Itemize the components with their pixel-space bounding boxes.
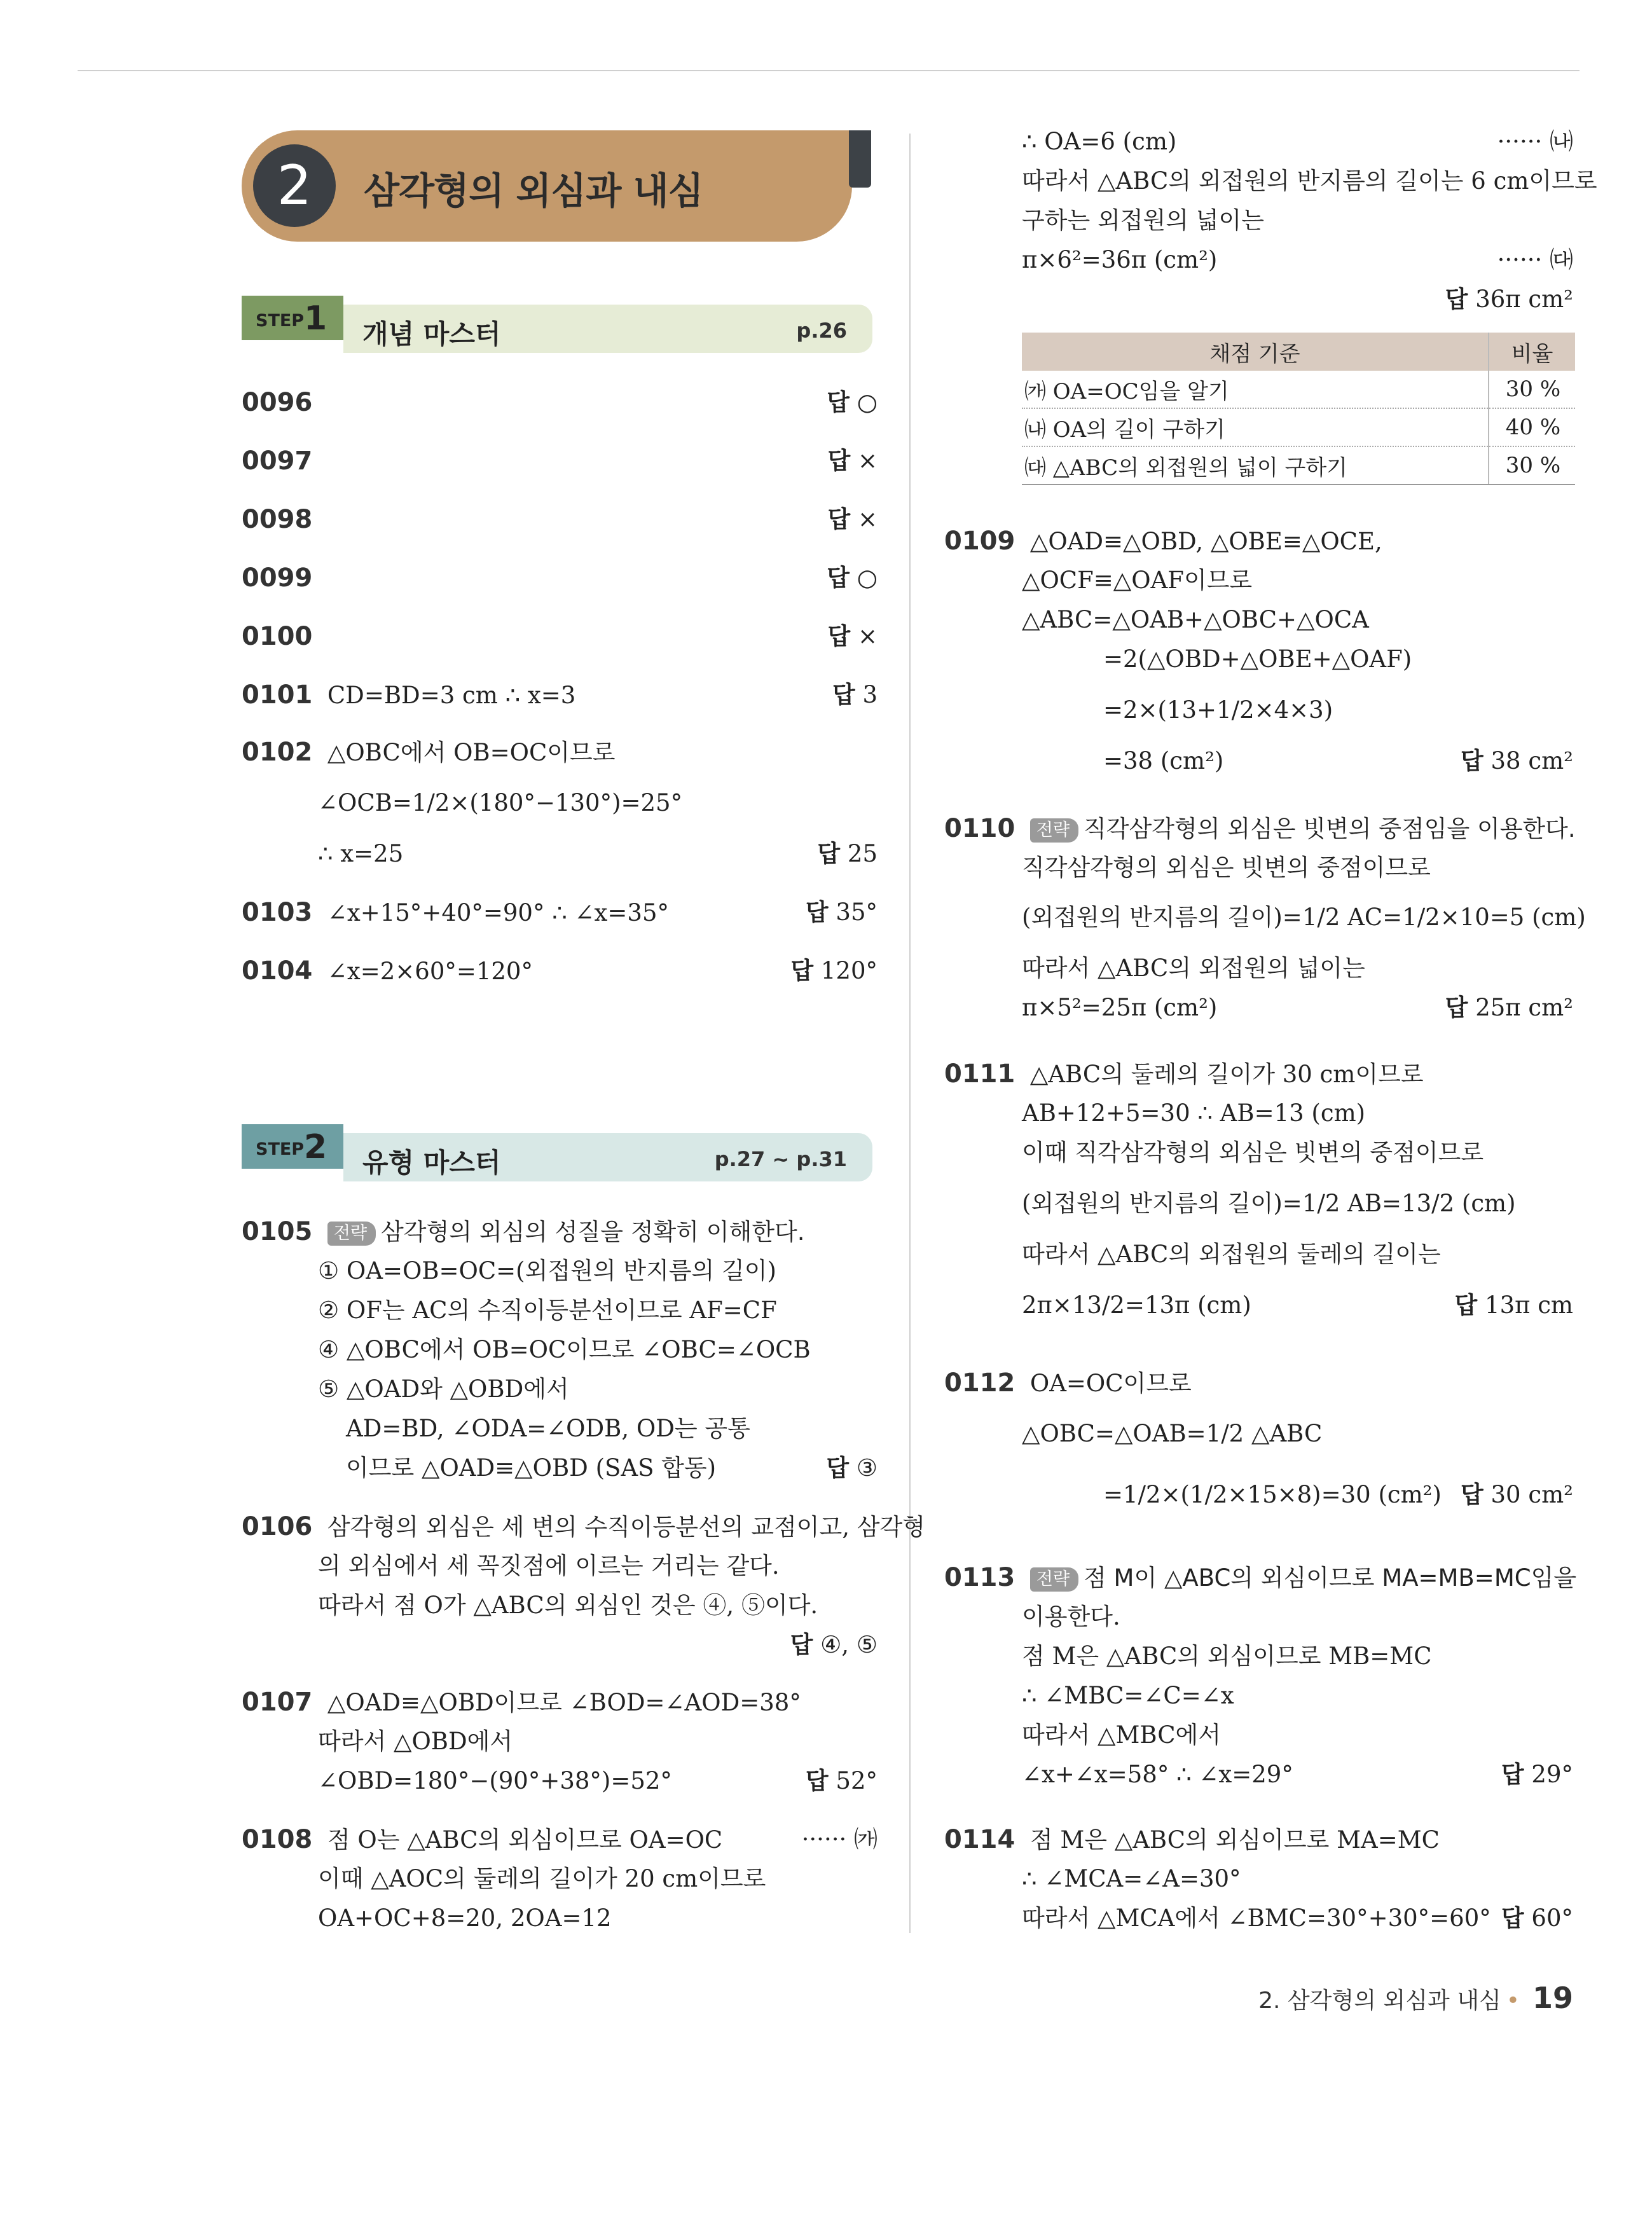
line-0102-2: ∠OCB=1/2×(180°−130°)=25° (318, 789, 683, 816)
column-divider (909, 134, 911, 1933)
line-0114-3: 따라서 △MCA에서 ∠BMC=30°+30°=60° (1022, 1904, 1491, 1932)
answer-0112: 답 30 cm² (1461, 1481, 1573, 1508)
table-cell: 30 % (1489, 446, 1575, 485)
table-cell: 40 % (1489, 408, 1575, 446)
table-cell: ㈎ OA=OC임을 알기 (1022, 371, 1489, 408)
page-number: 19 (1532, 1981, 1573, 2015)
line-0109-5: =2×(13+1/2×4×3) (1103, 696, 1333, 724)
line-0109-4: =2(△OBD+△OBE+△OAF) (1103, 645, 1412, 673)
table-cell: ㈏ OA의 길이 구하기 (1022, 408, 1489, 446)
page-footer (1258, 1981, 1573, 2015)
line-0109-2: △OCF≡△OAF이므로 (1022, 567, 1253, 594)
answer-0103: 답 35° (805, 898, 878, 926)
line-0105-1: ① OA=OB=OC=(외접원의 반지름의 길이) (318, 1257, 776, 1284)
answer-0109: 답 38 cm² (1461, 747, 1573, 774)
line-0107-3: ∠OBD=180°−(90°+38°)=52° (318, 1767, 672, 1794)
strategy-tag: 전략 (1030, 1567, 1078, 1592)
line-0108-6: 구하는 외접원의 넓이는 (1022, 207, 1264, 234)
answer-0107: 답 52° (805, 1767, 878, 1794)
line-0106-2: 의 외심에서 세 꼭짓점에 이르는 거리는 같다. (318, 1552, 780, 1580)
answer-0097: 답 × (827, 447, 878, 474)
line-0113-1: 이용한다. (1022, 1603, 1120, 1630)
line-0102-3: ∴ x=25 (318, 840, 404, 867)
problem-0097: 0097 (242, 446, 313, 476)
answer-0108: 답 36π cm² (1445, 286, 1573, 313)
line-0108-4: ∴ OA=6 (cm) (1022, 128, 1177, 155)
line-0110-4: π×5²=25π (cm²) (1022, 994, 1218, 1021)
answer-0113: 답 29° (1501, 1761, 1573, 1788)
footer-chapter: 2. 삼각형의 외심과 내심 (1258, 1988, 1501, 2014)
line-0111-6: 2π×13/2=13π (cm) (1022, 1291, 1251, 1319)
step1-bar (343, 305, 872, 353)
table-header-criteria: 채점 기준 (1022, 333, 1489, 371)
line-0110-2: (외접원의 반지름의 길이)=1/2 AC=1/2×10=5 (cm) (1022, 904, 1586, 931)
line-0112-3: =1/2×(1/2×15×8)=30 (cm²) (1103, 1481, 1442, 1508)
step2-bar (343, 1133, 872, 1181)
problem-0101: 0101 CD=BD=3 cm ∴ x=3 (242, 680, 576, 710)
line-0114-2: ∴ ∠MCA=∠A=30° (1022, 1865, 1241, 1892)
answer-0099: 답 ○ (827, 564, 878, 591)
step2-header (242, 1124, 872, 1181)
line-0113-4: 따라서 △MBC에서 (1022, 1721, 1221, 1749)
chapter-banner (242, 130, 878, 242)
chapter-number: 2 (253, 144, 336, 227)
answer-0111: 답 13π cm (1454, 1291, 1573, 1319)
problem-0098: 0098 (242, 505, 313, 534)
mark-0108-c: ······ ㈐ (1497, 246, 1573, 273)
answer-0114: 답 60° (1501, 1904, 1573, 1932)
line-0105-3: ④ △OBC에서 OB=OC이므로 ∠OBC=∠OCB (318, 1336, 811, 1363)
step1-title: 개념 마스터 (362, 319, 501, 350)
answer-0101: 답 3 (832, 681, 878, 708)
step2-number: 2 (304, 1128, 327, 1166)
step1-number: 1 (304, 299, 327, 338)
step2-title: 유형 마스터 (362, 1147, 501, 1178)
table-cell: 30 % (1489, 371, 1575, 408)
problem-0099: 0099 (242, 563, 313, 593)
strategy-tag: 전략 (327, 1222, 376, 1246)
line-0108-3: OA+OC+8=20, 2OA=12 (318, 1904, 612, 1932)
problem-0114: 0114 점 M은 △ABC의 외심이므로 MA=MC (944, 1825, 1440, 1854)
step2-page: p.27 ~ p.31 (714, 1147, 847, 1171)
problem-0106: 0106 삼각형의 외심은 세 변의 수직이등분선의 교점이고, 삼각형 (242, 1512, 925, 1541)
problem-0102: 0102 △OBC에서 OB=OC이므로 (242, 738, 616, 767)
problem-0109: 0109 △OAD≡△OBD, △OBE≡△OCE, (944, 527, 1382, 556)
table-header-row (1022, 333, 1575, 371)
problem-0096: 0096 (242, 388, 313, 417)
line-0105-5: AD=BD, ∠ODA=∠ODB, OD는 공통 (346, 1415, 750, 1442)
problem-0110: 0110 전략 직각삼각형의 외심은 빗변의 중점임을 이용한다. (944, 814, 1576, 843)
line-0113-3: ∴ ∠MBC=∠C=∠x (1022, 1682, 1234, 1709)
line-0113-2: 점 M은 △ABC의 외심이므로 MB=MC (1022, 1642, 1432, 1670)
problem-0108: 0108 점 O는 △ABC의 외심이므로 OA=OC (242, 1825, 723, 1854)
problem-0112: 0112 OA=OC이므로 (944, 1368, 1192, 1398)
answer-0105: 답 ③ (826, 1454, 878, 1482)
top-rule (78, 70, 1580, 71)
line-0108-5: 따라서 △ABC의 외접원의 반지름의 길이는 6 cm이므로 (1022, 167, 1597, 195)
line-0105-6: 이므로 △OAD≡△OBD (SAS 합동) (346, 1454, 717, 1482)
answer-0102: 답 25 (817, 840, 878, 867)
line-0109-6: =38 (cm²) (1103, 747, 1224, 774)
answer-0100: 답 × (827, 623, 878, 650)
step1-header (242, 296, 872, 353)
scoring-table (1022, 333, 1575, 485)
line-0108-7: π×6²=36π (cm²) (1022, 246, 1218, 273)
banner-tab (849, 130, 871, 188)
answer-0104: 답 120° (790, 957, 878, 984)
line-0108-2: 이때 △AOC의 둘레의 길이가 20 cm이므로 (318, 1865, 766, 1892)
line-0107-2: 따라서 △OBD에서 (318, 1728, 513, 1755)
line-0109-3: △ABC=△OAB+△OBC+△OCA (1022, 606, 1369, 633)
mark-0108-b: ······ ㈏ (1497, 128, 1573, 155)
line-0106-3: 따라서 점 O가 △ABC의 외심인 것은 ④, ⑤이다. (318, 1592, 818, 1619)
problem-0100: 0100 (242, 622, 313, 651)
table-header-ratio: 비율 (1489, 333, 1575, 371)
answer-0098: 답 × (827, 506, 878, 533)
mark-0108-a: ······ ㈎ (801, 1826, 878, 1853)
step1-badge (242, 296, 343, 340)
step2-label: STEP (256, 1139, 305, 1159)
table-cell: ㈐ △ABC의 외접원의 넓이 구하기 (1022, 446, 1489, 485)
step1-label: STEP (256, 311, 305, 331)
line-0113-5: ∠x+∠x=58° ∴ ∠x=29° (1022, 1761, 1293, 1788)
line-0111-4: (외접원의 반지름의 길이)=1/2 AB=13/2 (cm) (1022, 1190, 1516, 1217)
line-0105-4: ⑤ △OAD와 △OBD에서 (318, 1375, 569, 1403)
line-0111-3: 이때 직각삼각형의 외심은 빗변의 중점이므로 (1022, 1139, 1484, 1166)
problem-0111: 0111 △ABC의 둘레의 길이가 30 cm이므로 (944, 1059, 1424, 1089)
table-row (1022, 408, 1575, 446)
step1-page: p.26 (796, 319, 847, 343)
strategy-tag: 전략 (1030, 818, 1078, 843)
problem-0105: 0105 전략 삼각형의 외심의 성질을 정확히 이해한다. (242, 1217, 805, 1246)
answer-0110: 답 25π cm² (1445, 994, 1573, 1021)
line-0110-3: 따라서 △ABC의 외접원의 넓이는 (1022, 954, 1365, 982)
problem-0107: 0107 △OAD≡△OBD이므로 ∠BOD=∠AOD=38° (242, 1688, 801, 1717)
line-0112-2: △OBC=△OAB=1/2 △ABC (1022, 1420, 1323, 1447)
step2-badge (242, 1124, 343, 1169)
footer-dot-icon: • (1506, 1988, 1520, 2014)
table-row (1022, 371, 1575, 408)
line-0111-2: AB+12+5=30 ∴ AB=13 (cm) (1022, 1099, 1366, 1127)
line-0110-1: 직각삼각형의 외심은 빗변의 중점이므로 (1022, 854, 1431, 881)
table-row (1022, 446, 1575, 485)
answer-0096: 답 ○ (827, 389, 878, 416)
chapter-title: 삼각형의 외심과 내심 (364, 169, 703, 212)
problem-0113: 0113 전략 점 M이 △ABC의 외심이므로 MA=MB=MC임을 (944, 1563, 1577, 1592)
problem-0104: 0104 ∠x=2×60°=120° (242, 956, 533, 986)
answer-0106: 답 ④, ⑤ (790, 1631, 878, 1658)
problem-0103: 0103 ∠x+15°+40°=90° ∴ ∠x=35° (242, 898, 669, 927)
line-0105-2: ② OF는 AC의 수직이등분선이므로 AF=CF (318, 1297, 777, 1324)
line-0111-5: 따라서 △ABC의 외접원의 둘레의 길이는 (1022, 1241, 1441, 1268)
